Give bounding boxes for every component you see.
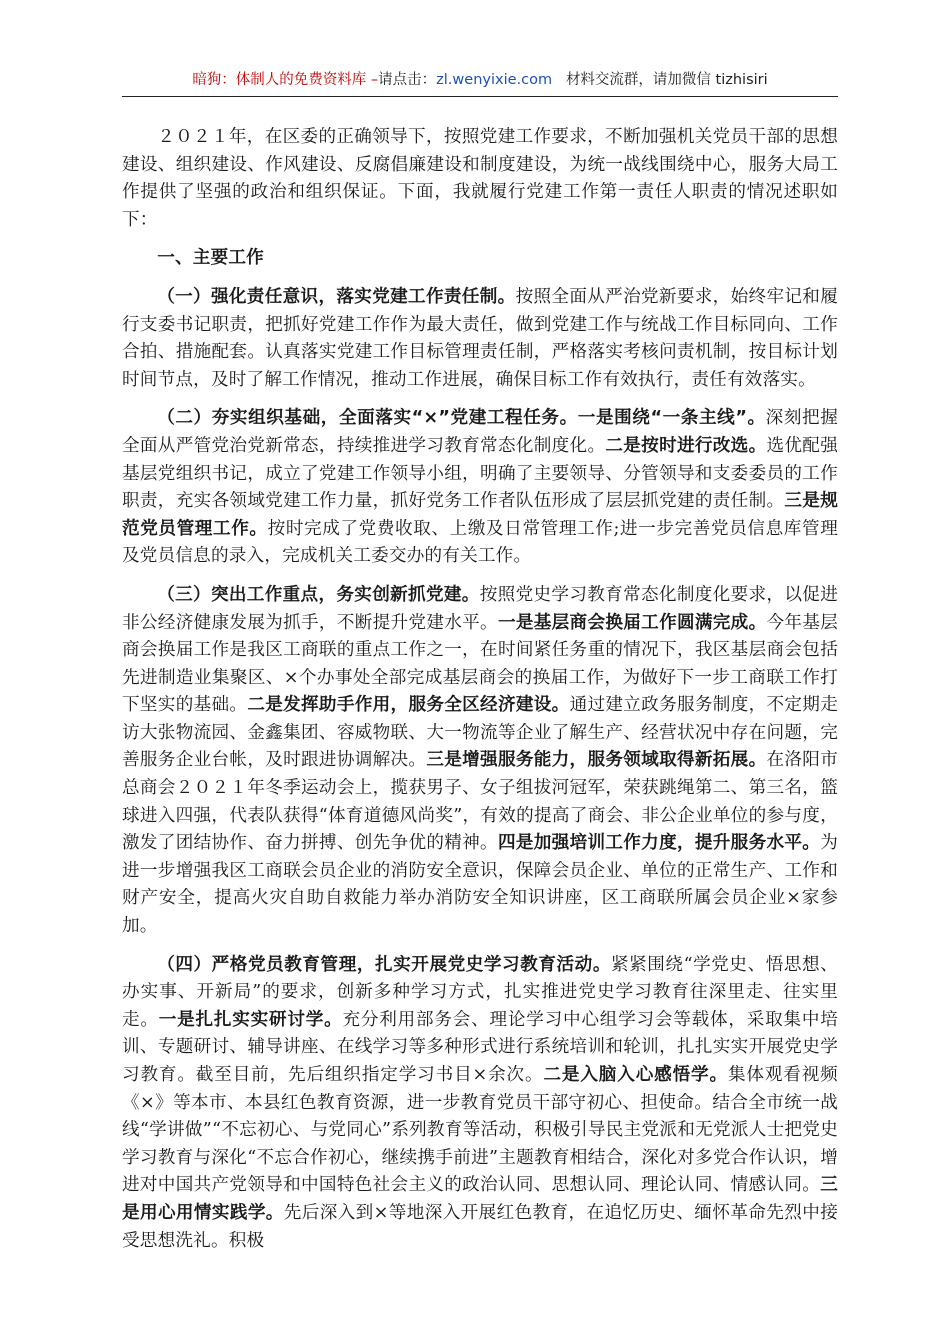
paragraph-2-heading: （二）夯实组织基础，全面落实“×”党建工程任务。一是围绕“一条主线”。 (157, 408, 766, 429)
section-heading (122, 245, 838, 273)
paragraph-1-heading: （一）强化责任意识，落实党建工作责任制。 (157, 286, 516, 307)
paragraph-1-text: 按照全面从严治党新要求，始终牢记和履行支委书记职责，把抓好党建工作作为最大责任，做到党建工作与统战工作目标同向、工作合拍、措施配套。认真落实党建工作目标管理责任制，严格落实考核问责机制，按目标计划时间节点，及时了解工作情况，推动工作进展，确保目标工作有效执行，责任有效落实。 (122, 286, 838, 390)
paragraph-4-text: 集体观看视频《×》等本市、本县红色教育资源，进一步教育党员干部守初心、担使命。结合全市统一战线“学讲做”“不忘初心、与党同心”系列教育等活动，积极引导民主党派和无党派人士把党史学习教育与深化“不忘合作初心，继续携手前进”主题教育相结合，深化对多党合作认识，增进对中国共产党领导和中国特色社会主义的政治认同、思想认同、理论认同、情感认同。 (122, 1065, 838, 1196)
paragraph-3-bold: 二是发挥助手作用，服务全区经济建设。 (247, 695, 570, 716)
paragraph-4-text: 充分利用部务会、理论学习中心组学习会等载体，采取集中培训、专题研讨、辅导讲座、在线学习等多种形式进行系统培训和轮训，扎扎实实开展党史学习教育。截至目前，先后组织指定学习书目×余次。 (122, 1009, 838, 1085)
paragraph-1 (122, 284, 838, 394)
header-click-text: 请点击： (378, 72, 437, 88)
paragraph-3-text: 在洛阳市总商会２０２１年冬季运动会上，揽获男子、女子组拔河冠军，荣获跳绳第二、第三名，篮球进入四强，代表队获得“体育道德风尚奖”，有效的提高了商会、非公企业单位的参与度，激发了团结协作、奋力拼搏、创先争优的精神。 (122, 750, 838, 854)
paragraph-2-text: 深刻把握全面从严管党治党新常态，持续推进学习教育常态化制度化。 (122, 408, 838, 456)
paragraph-4-bold: 二是入脑入心感悟学。 (543, 1065, 728, 1085)
header-url-link[interactable]: zl.wenyixie.com (436, 72, 553, 88)
header-group-text: 材料交流群，请加微信 tizhisiri (565, 72, 768, 88)
paragraph-2-text: 按时完成了党费收取、上缴及日常管理工作;进一步完善党员信息库管理及党员信息的录入，完成机关工委交办的有关工作。 (122, 518, 838, 567)
intro-paragraph: ２０２１年，在区委的正确领导下，按照党建工作要求，不断加强机关党员干部的思想建设、组织建设、作风建设、反腐倡廉建设和制度建设，为统一战线围绕中心，服务大局工作提供了坚强的政治和组织保证。下面，我就履行党建工作第一责任人职责的情况述职如下： (122, 127, 838, 230)
page-header (122, 70, 838, 97)
paragraph-3 (122, 582, 838, 941)
header-site-name: 暗狗：体制人的免费资料库 (192, 72, 367, 88)
paragraph-3-text: 今年基层商会换届工作是我区工商联的重点工作之一，在时间紧任务重的情况下，我区基层商会包括先进制造业集聚区、×个办事处全部完成基层商会的换届工作，为做好下一步工商联工作打下坚实的基础。 (122, 612, 838, 716)
paragraph-2-bold: 三是规范党员管理工作。 (122, 491, 838, 539)
paragraph-4-text: 先后深入到×等地深入开展红色教育，在追忆历史、缅怀革命先烈中接受思想洗礼。积极 (122, 1202, 838, 1251)
paragraph-2-bold: 二是按时进行改选。 (605, 435, 767, 456)
paragraph-3-bold: 一是基层商会换届工作圆满完成。 (497, 612, 767, 633)
document-body (122, 124, 838, 1255)
paragraph-4-bold: 一是扎扎实实研讨学。 (158, 1009, 343, 1030)
paragraph-3-text: 为进一步增强我区工商联会员企业的消防安全意识，保障会员企业、单位的正常生产、工作和财产安全，提高火灾自助自救能力举办消防安全知识讲座，区工商联所属会员企业×家参加。 (122, 833, 838, 937)
paragraph-3-bold: 三是增强服务能力，服务领域取得新拓展。 (426, 750, 767, 771)
paragraph-3-bold: 四是加强培训工作力度，提升服务水平。 (497, 833, 821, 854)
paragraph-3-text: 通过建立政务服务制度，不定期走访大张物流园、金鑫集团、容威物联、大一物流等企业了解生产、经营状况中存在问题，完善服务企业台帐，及时跟进协调解决。 (122, 695, 839, 771)
paragraph-3-heading: （三）突出工作重点，务实创新抓党建。 (157, 584, 480, 605)
paragraph-4-heading: （四）严格党员教育管理，扎实开展党史学习教育活动。 (157, 954, 611, 975)
section-1-title: 一、主要工作 (157, 248, 264, 269)
paragraph-2 (122, 405, 838, 571)
header-dash: – (366, 72, 379, 88)
paragraph-2-text: 选优配强基层党组织书记，成立了党建工作领导小组，明确了主要领导、分管领导和支委委员的工作职责，充实各领域党建工作力量，抓好党务工作者队伍形成了层层抓党建的责任制。 (122, 435, 838, 512)
paragraph-4 (122, 952, 838, 1256)
paragraph-4-text: 紧紧围绕“学党史、悟思想、办实事、开新局”的要求，创新多种学习方式，扎实推进党史学习教育往深里走、往实里走。 (122, 954, 838, 1030)
paragraph-4-bold: 三是用心用情实践学。 (122, 1175, 838, 1223)
paragraph-3-text: 按照党史学习教育常态化制度化要求，以促进非公经济健康发展为抓手，不断提升党建水平。 (122, 584, 838, 633)
